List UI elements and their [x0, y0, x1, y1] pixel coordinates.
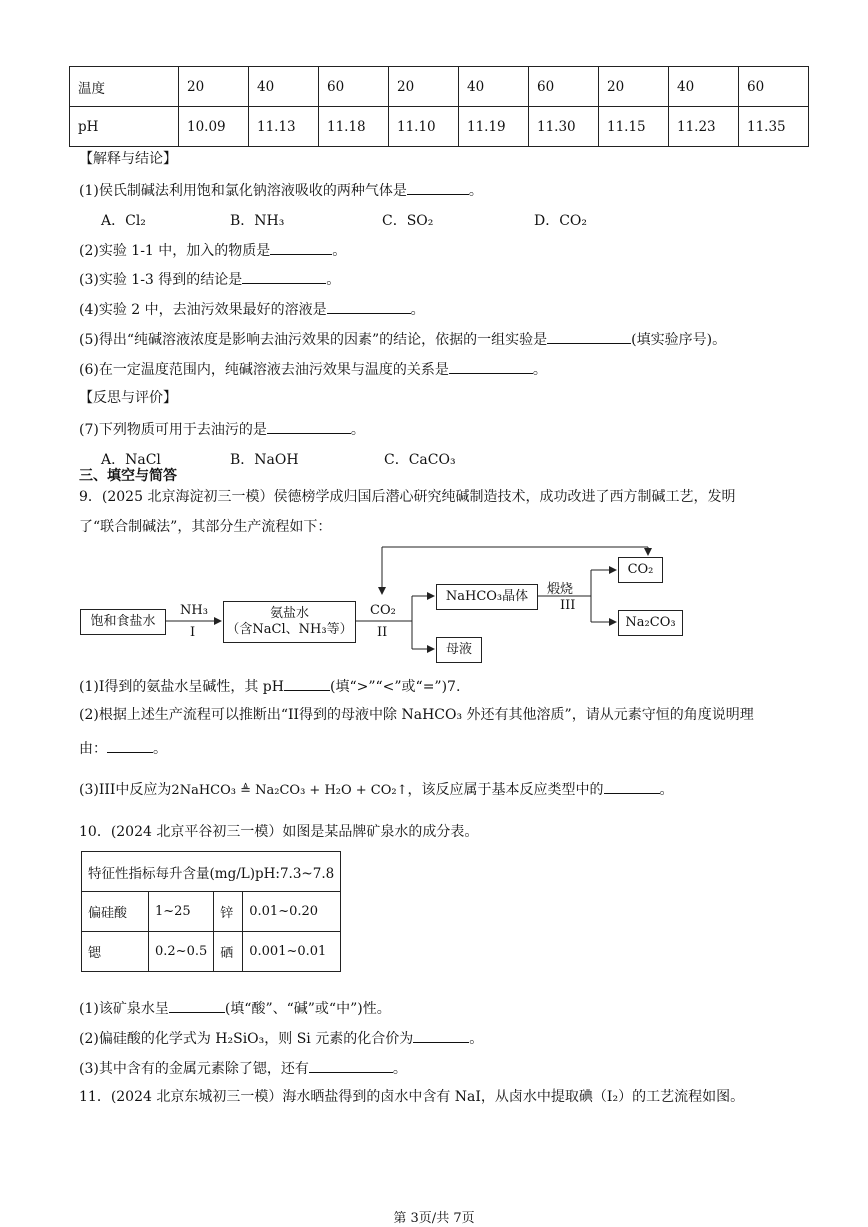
label-co2-input: CO₂ [370, 603, 396, 618]
period: 。 [469, 1031, 484, 1047]
option-d: D．CO₂ [534, 213, 588, 229]
table-cell: 11.13 [249, 107, 319, 147]
question-9-2-line-1: (2)根据上述生产流程可以推断出“II得到的母液中除 NaHCO₃ 外还有其他溶质”，请从元素守恒的角度说明理 [79, 707, 754, 723]
question-text: (2)实验 1-1 中，加入的物质是 [79, 243, 271, 259]
question-9-line-2: 了“联合制碱法”，其部分生产流程如下： [79, 519, 332, 535]
question-text: (3)实验 1-3 得到的结论是 [79, 272, 243, 288]
question-text: (4)实验 2 中，去油污效果最好的溶液是 [79, 302, 327, 318]
table-cell: 40 [249, 67, 319, 107]
question-text: (1)侯氏制碱法利用饱和氯化钠溶液吸收的两种气体是 [79, 183, 407, 199]
table-cell: 偏硅酸 [82, 892, 149, 932]
table-cell: 11.30 [529, 107, 599, 147]
table-cell: 1~25 [149, 892, 214, 932]
answer-blank[interactable] [309, 1058, 393, 1073]
box-ammonia-brine [223, 601, 356, 643]
question-10-1 [79, 998, 391, 1018]
row-label-temperature: 温度 [70, 67, 179, 107]
answer-blank[interactable] [413, 1028, 469, 1043]
row-label-ph: pH [70, 107, 179, 147]
table-cell: 硒 [214, 932, 243, 972]
question-text-tail: (填实验序号)。 [631, 332, 727, 348]
answer-blank[interactable] [604, 779, 660, 794]
label-step-2: II [377, 625, 388, 640]
question-9-1 [79, 676, 460, 696]
water-table-header: 特征性指标每升含量(mg/L)pH:7.3~7.8 [82, 852, 341, 892]
table-cell: 11.35 [739, 107, 809, 147]
question-text: (1)该矿泉水呈 [79, 1001, 169, 1017]
page-footer: 第 3页/共 7页 [393, 1211, 475, 1226]
table-cell: 锶 [82, 932, 149, 972]
label-nh3: NH₃ [180, 603, 208, 618]
box-saturated-brine: 饱和食盐水 [80, 609, 166, 635]
table-cell: 40 [669, 67, 739, 107]
period: 。 [350, 422, 365, 438]
question-text: (3)其中含有的金属元素除了锶，还有 [79, 1061, 309, 1077]
option-c: C．CaCO₃ [384, 452, 456, 468]
option-c: C．SO₂ [382, 213, 434, 229]
period: 。 [392, 1061, 407, 1077]
option-a: A．NaCl [101, 452, 161, 468]
table-cell: 40 [459, 67, 529, 107]
question-9-line-1: 9．(2025 北京海淀初三一模）侯德榜学成归国后潜心研究纯碱制造技术，成功改进了西方制碱工艺，发明 [79, 489, 736, 505]
question-10-3 [79, 1058, 407, 1078]
question-text-tail: (填“酸”、“碱”或“中”)性。 [224, 1001, 391, 1017]
label-calcine: 煅烧 [547, 582, 574, 597]
box-na2co3: Na₂CO₃ [618, 610, 683, 636]
period: 。 [332, 243, 347, 259]
reaction-equation: 2NaHCO₃ ≜ Na₂CO₃ + H₂O + CO₂↑ [171, 783, 408, 798]
table-cell: 0.001~0.01 [243, 932, 341, 972]
table-cell: 20 [599, 67, 669, 107]
table-cell: 60 [529, 67, 599, 107]
option-a: A．Cl₂ [101, 213, 146, 229]
question-text: (2)偏硅酸的化学式为 H₂SiO₃，则 Si 元素的化合价为 [79, 1031, 414, 1047]
table-cell: 20 [179, 67, 249, 107]
table-cell: 20 [389, 67, 459, 107]
box-nahco3-crystal: NaHCO₃晶体 [436, 584, 538, 610]
table-cell: 0.2~0.5 [149, 932, 214, 972]
period: 。 [326, 272, 341, 288]
table-row [82, 892, 341, 932]
section-reflect-heading: 【反思与评价】 [79, 390, 177, 406]
section-explain-heading: 【解释与结论】 [79, 151, 177, 167]
table-cell: 锌 [214, 892, 243, 932]
question-11: 11．(2024 北京东城初三一模）海水晒盐得到的卤水中含有 NaI，从卤水中提取碘（I₂）的工艺流程如图。 [79, 1089, 745, 1105]
question-9-2-line-2 [79, 738, 167, 758]
question-text: (1)I得到的氨盐水呈碱性，其 pH [79, 679, 284, 695]
table-cell: 60 [739, 67, 809, 107]
table-cell: 11.19 [459, 107, 529, 147]
table-cell: 11.18 [319, 107, 389, 147]
answer-blank[interactable] [284, 676, 330, 691]
label-step-3: III [560, 598, 576, 613]
question-9-3 [79, 779, 674, 800]
box-co2-output: CO₂ [618, 557, 663, 583]
table-cell: 60 [319, 67, 389, 107]
label-step-1: I [190, 625, 196, 640]
period: 。 [153, 741, 167, 757]
option-b: B．NH₃ [230, 213, 285, 229]
question-10: 10．(2024 北京平谷初三一模）如图是某品牌矿泉水的成分表。 [79, 824, 479, 840]
question-text: (5)得出“纯碱溶液浓度是影响去油污效果的因素”的结论，依据的一组实验是 [79, 332, 548, 348]
table-cell: 11.23 [669, 107, 739, 147]
table-row [82, 852, 341, 892]
box-ammonia-line-1: 氨盐水 [269, 606, 309, 621]
question-10-2 [79, 1028, 483, 1048]
answer-blank[interactable] [107, 738, 153, 753]
table-cell: 10.09 [179, 107, 249, 147]
period: 。 [532, 362, 547, 378]
table-cell: 11.15 [599, 107, 669, 147]
period: 。 [410, 302, 425, 318]
question-text: (3)III中反应为 [79, 782, 172, 798]
table-cell: 0.01~0.20 [243, 892, 341, 932]
option-b: B．NaOH [230, 452, 299, 468]
question-text-tail: ，该反应属于基本反应类型中的 [407, 782, 604, 798]
question-text: (7)下列物质可用于去油污的是 [79, 422, 267, 438]
table-cell: 11.10 [389, 107, 459, 147]
table-row [82, 932, 341, 972]
mineral-water-table [81, 851, 341, 972]
question-text-tail: (填“>”“<”或“=”)7. [329, 679, 461, 695]
period: 。 [468, 183, 483, 199]
box-ammonia-line-2: （含NaCl、NH₃等） [226, 622, 353, 637]
question-text: 由： [79, 741, 107, 757]
period: 。 [659, 782, 674, 798]
question-text: (6)在一定温度范围内，纯碱溶液去油污效果与温度的关系是 [79, 362, 449, 378]
answer-blank[interactable] [169, 998, 225, 1013]
box-mother-liquor: 母液 [436, 637, 482, 663]
section-3-heading: 三、填空与简答 [79, 468, 177, 484]
